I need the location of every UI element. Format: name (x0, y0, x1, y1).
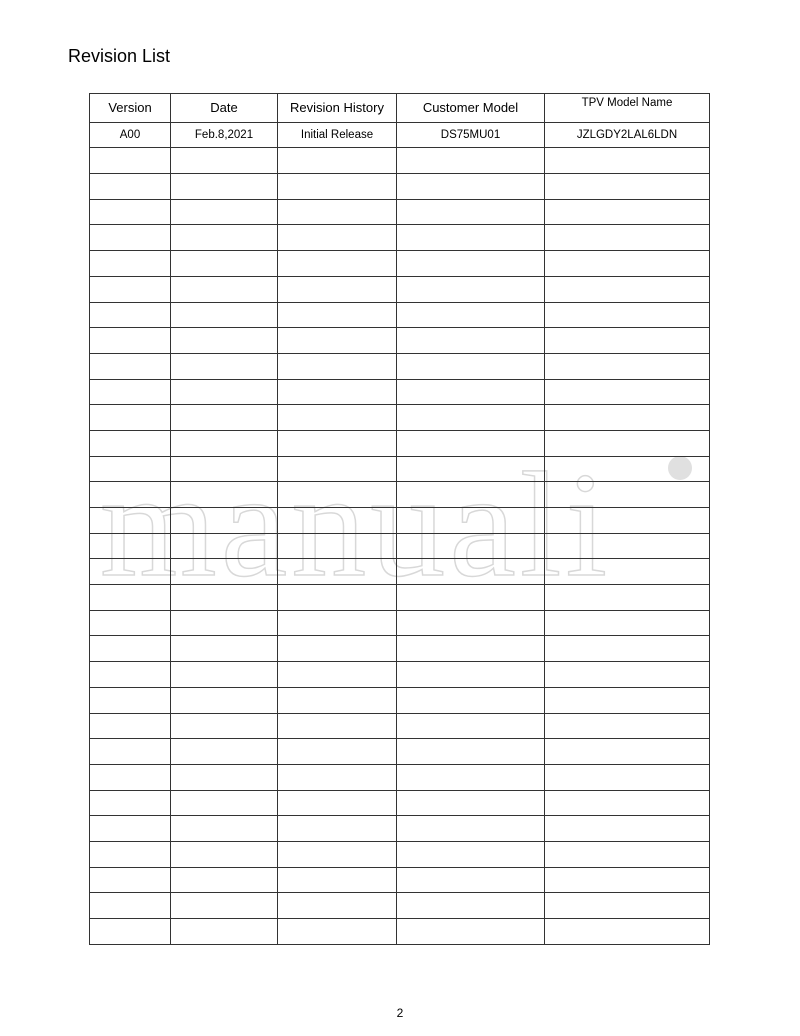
empty-cell (90, 302, 171, 328)
empty-cell (278, 456, 397, 482)
empty-table-row (90, 174, 710, 200)
empty-cell (278, 919, 397, 945)
empty-cell (278, 585, 397, 611)
empty-cell (545, 687, 710, 713)
empty-cell (545, 662, 710, 688)
empty-cell (397, 302, 545, 328)
empty-cell (278, 199, 397, 225)
cell-customer-model: DS75MU01 (397, 122, 545, 148)
table-body (90, 122, 710, 944)
empty-cell (545, 893, 710, 919)
empty-cell (545, 816, 710, 842)
empty-table-row (90, 790, 710, 816)
empty-cell (278, 610, 397, 636)
empty-cell (545, 841, 710, 867)
empty-cell (397, 841, 545, 867)
empty-cell (545, 533, 710, 559)
empty-cell (171, 867, 278, 893)
empty-cell (171, 456, 278, 482)
empty-table-row (90, 482, 710, 508)
empty-cell (90, 328, 171, 354)
empty-cell (90, 816, 171, 842)
empty-cell (545, 353, 710, 379)
empty-cell (171, 482, 278, 508)
empty-cell (397, 610, 545, 636)
header-revision-history: Revision History (278, 94, 397, 123)
empty-cell (90, 713, 171, 739)
empty-cell (397, 148, 545, 174)
empty-cell (397, 430, 545, 456)
empty-cell (545, 636, 710, 662)
empty-cell (545, 713, 710, 739)
empty-cell (545, 199, 710, 225)
empty-cell (171, 328, 278, 354)
empty-cell (545, 405, 710, 431)
empty-cell (545, 559, 710, 585)
empty-cell (545, 276, 710, 302)
empty-cell (278, 867, 397, 893)
empty-cell (397, 379, 545, 405)
page-number: 2 (396, 1006, 404, 1020)
empty-cell (90, 790, 171, 816)
empty-cell (171, 508, 278, 534)
header-tpv-model-name: TPV Model Name (545, 94, 710, 123)
empty-cell (90, 405, 171, 431)
empty-table-row (90, 379, 710, 405)
empty-cell (171, 225, 278, 251)
empty-cell (171, 302, 278, 328)
empty-cell (90, 199, 171, 225)
empty-table-row (90, 456, 710, 482)
empty-cell (397, 687, 545, 713)
empty-table-row (90, 816, 710, 842)
cell-version: A00 (90, 122, 171, 148)
empty-cell (278, 893, 397, 919)
empty-table-row (90, 225, 710, 251)
empty-cell (171, 790, 278, 816)
empty-cell (278, 379, 397, 405)
empty-cell (397, 174, 545, 200)
empty-cell (397, 764, 545, 790)
empty-cell (397, 867, 545, 893)
empty-cell (397, 816, 545, 842)
empty-cell (397, 199, 545, 225)
empty-cell (278, 174, 397, 200)
empty-cell (171, 764, 278, 790)
empty-cell (397, 328, 545, 354)
empty-table-row (90, 430, 710, 456)
empty-cell (397, 276, 545, 302)
empty-cell (90, 610, 171, 636)
empty-cell (278, 739, 397, 765)
empty-table-row (90, 662, 710, 688)
empty-cell (171, 251, 278, 277)
empty-cell (171, 687, 278, 713)
empty-cell (278, 713, 397, 739)
empty-table-row (90, 508, 710, 534)
empty-cell (90, 533, 171, 559)
empty-cell (171, 816, 278, 842)
empty-cell (545, 174, 710, 200)
empty-cell (90, 559, 171, 585)
empty-table-row (90, 636, 710, 662)
empty-cell (545, 302, 710, 328)
empty-cell (278, 636, 397, 662)
empty-table-row (90, 610, 710, 636)
empty-table-row (90, 585, 710, 611)
empty-cell (90, 508, 171, 534)
empty-cell (90, 739, 171, 765)
empty-table-row (90, 276, 710, 302)
empty-cell (397, 353, 545, 379)
empty-cell (278, 687, 397, 713)
empty-cell (278, 559, 397, 585)
empty-cell (397, 739, 545, 765)
empty-table-row (90, 533, 710, 559)
empty-cell (397, 893, 545, 919)
empty-cell (171, 893, 278, 919)
empty-table-row (90, 251, 710, 277)
empty-cell (278, 251, 397, 277)
empty-cell (171, 276, 278, 302)
empty-cell (278, 508, 397, 534)
empty-cell (90, 919, 171, 945)
empty-cell (171, 199, 278, 225)
empty-cell (397, 662, 545, 688)
empty-cell (90, 225, 171, 251)
empty-cell (545, 739, 710, 765)
empty-cell (90, 687, 171, 713)
empty-cell (278, 662, 397, 688)
empty-cell (90, 430, 171, 456)
empty-cell (278, 764, 397, 790)
empty-cell (90, 353, 171, 379)
empty-cell (171, 353, 278, 379)
header-customer-model: Customer Model (397, 94, 545, 123)
empty-table-row (90, 559, 710, 585)
empty-cell (278, 148, 397, 174)
empty-cell (397, 456, 545, 482)
empty-cell (90, 251, 171, 277)
empty-cell (397, 482, 545, 508)
empty-cell (90, 482, 171, 508)
empty-cell (171, 148, 278, 174)
empty-table-row (90, 199, 710, 225)
empty-cell (397, 559, 545, 585)
empty-cell (545, 585, 710, 611)
empty-cell (90, 636, 171, 662)
revision-table (89, 93, 710, 945)
empty-cell (397, 636, 545, 662)
empty-cell (278, 405, 397, 431)
empty-cell (397, 790, 545, 816)
empty-cell (90, 585, 171, 611)
empty-table-row (90, 302, 710, 328)
empty-cell (397, 405, 545, 431)
empty-cell (397, 508, 545, 534)
empty-table-row (90, 687, 710, 713)
empty-cell (397, 251, 545, 277)
empty-cell (545, 919, 710, 945)
empty-cell (278, 482, 397, 508)
empty-cell (171, 559, 278, 585)
watermark-text: manuali (100, 455, 612, 585)
empty-cell (90, 379, 171, 405)
empty-cell (397, 533, 545, 559)
page-title: Revision List (68, 46, 171, 66)
empty-cell (90, 662, 171, 688)
empty-cell (171, 713, 278, 739)
empty-cell (90, 764, 171, 790)
empty-cell (171, 662, 278, 688)
empty-table-row (90, 405, 710, 431)
empty-cell (278, 816, 397, 842)
empty-cell (545, 764, 710, 790)
empty-cell (397, 585, 545, 611)
empty-cell (171, 739, 278, 765)
empty-cell (90, 174, 171, 200)
empty-table-row (90, 328, 710, 354)
empty-cell (171, 585, 278, 611)
empty-cell (545, 867, 710, 893)
cell-revision-history: Initial Release (278, 122, 397, 148)
header-date: Date (171, 94, 278, 123)
empty-cell (545, 610, 710, 636)
empty-cell (545, 482, 710, 508)
empty-cell (278, 790, 397, 816)
empty-cell (545, 251, 710, 277)
empty-cell (397, 919, 545, 945)
header-version: Version (90, 94, 171, 123)
empty-cell (278, 225, 397, 251)
empty-cell (171, 919, 278, 945)
empty-cell (90, 893, 171, 919)
empty-table-row (90, 739, 710, 765)
empty-cell (545, 148, 710, 174)
empty-table-row (90, 148, 710, 174)
empty-cell (171, 430, 278, 456)
empty-cell (278, 533, 397, 559)
empty-table-row (90, 893, 710, 919)
empty-cell (171, 841, 278, 867)
empty-cell (545, 790, 710, 816)
empty-cell (278, 276, 397, 302)
empty-cell (278, 328, 397, 354)
empty-cell (171, 174, 278, 200)
empty-cell (278, 841, 397, 867)
empty-cell (90, 148, 171, 174)
empty-cell (171, 610, 278, 636)
empty-table-row (90, 764, 710, 790)
empty-cell (171, 636, 278, 662)
empty-cell (90, 867, 171, 893)
empty-table-row (90, 919, 710, 945)
empty-table-row (90, 353, 710, 379)
empty-cell (278, 302, 397, 328)
empty-cell (278, 353, 397, 379)
empty-cell (278, 430, 397, 456)
empty-cell (90, 456, 171, 482)
table-row (90, 122, 710, 148)
empty-cell (545, 225, 710, 251)
empty-table-row (90, 841, 710, 867)
empty-cell (545, 328, 710, 354)
empty-table-row (90, 713, 710, 739)
empty-cell (171, 379, 278, 405)
table-header-row (90, 94, 710, 123)
cell-date: Feb.8,2021 (171, 122, 278, 148)
empty-cell (545, 379, 710, 405)
empty-cell (545, 456, 710, 482)
empty-cell (171, 533, 278, 559)
empty-cell (90, 841, 171, 867)
empty-cell (397, 713, 545, 739)
empty-table-row (90, 867, 710, 893)
empty-cell (397, 225, 545, 251)
cell-tpv-model-name: JZLGDY2LAL6LDN (545, 122, 710, 148)
empty-cell (171, 405, 278, 431)
empty-cell (545, 430, 710, 456)
empty-cell (545, 508, 710, 534)
empty-cell (90, 276, 171, 302)
